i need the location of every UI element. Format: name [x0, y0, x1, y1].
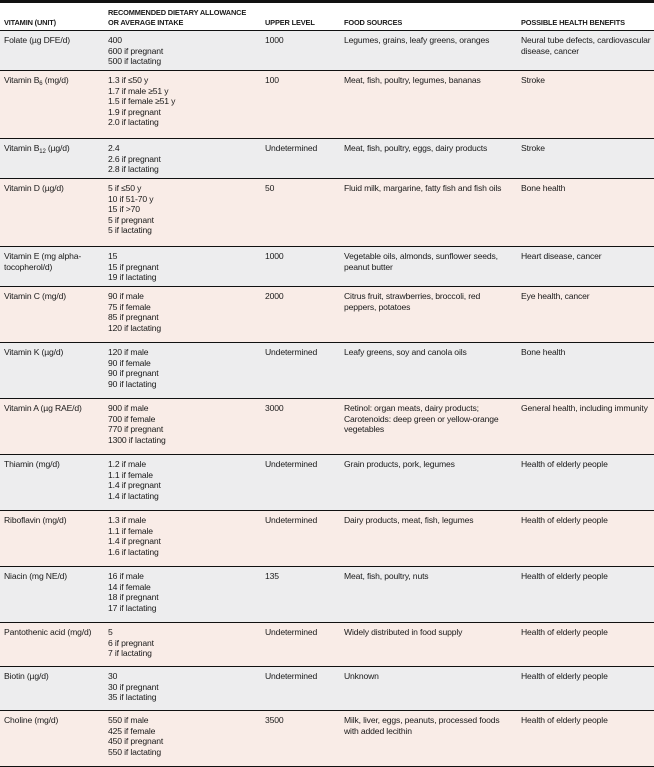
cell-upper-level: Undetermined	[261, 455, 340, 511]
rda-line: 90 if male	[108, 291, 144, 301]
header-vitamin: VITAMIN (UNIT)	[0, 3, 104, 31]
cell-food-sources: Legumes, grains, leafy greens, oranges	[340, 31, 517, 71]
rda-line: 400	[108, 35, 122, 45]
vitamin-name: Pantothenic acid (mg/d)	[4, 627, 92, 637]
rda-line: 30	[108, 671, 118, 681]
rda-line: 1.4 if pregnant	[108, 536, 161, 546]
cell-food-sources: Dairy products, meat, fish, legumes	[340, 511, 517, 567]
header-rda: RECOMMENDED DIETARY ALLOWANCE OR AVERAGE INTAKE	[104, 3, 261, 31]
rda-line: 1.4 if pregnant	[108, 480, 161, 490]
cell-rda	[104, 511, 261, 567]
vitamin-subscript: 12	[39, 149, 46, 155]
rda-line: 425 if female	[108, 725, 156, 736]
cell-rda	[104, 623, 261, 667]
rda-line: 85 if pregnant	[108, 312, 159, 322]
cell-health-benefits: Neural tube defects, cardiovascular disease, cancer	[517, 31, 654, 71]
cell-vitamin	[0, 179, 104, 247]
rda-line: 500 if lactating	[108, 56, 162, 66]
rda-line: 450 if pregnant	[108, 736, 164, 746]
rda-line: 75 if female	[108, 301, 151, 312]
cell-health-benefits: Eye health, cancer	[517, 287, 654, 343]
cell-food-sources: Leafy greens, soy and canola oils	[340, 343, 517, 399]
table-body	[0, 31, 654, 767]
rda-line: 1.4 if lactating	[108, 490, 159, 501]
vitamin-name: Vitamin B	[4, 143, 40, 153]
rda-line: 17 if lactating	[108, 602, 157, 613]
rda-line: 5	[108, 627, 113, 637]
rda-line: 1.5 if female ≥51 y	[108, 96, 176, 106]
cell-rda	[104, 179, 261, 247]
rda-line: 5 if lactating	[108, 225, 152, 235]
vitamin-name: Vitamin K (µg/d)	[4, 347, 64, 357]
cell-health-benefits: Health of elderly people	[517, 711, 654, 767]
vitamin-name: Riboflavin (mg/d)	[4, 515, 67, 525]
cell-rda	[104, 247, 261, 287]
vitamin-unit: (mg/d)	[42, 75, 69, 85]
rda-line: 120 if male	[108, 347, 149, 357]
cell-upper-level: Undetermined	[261, 343, 340, 399]
cell-health-benefits: Stroke	[517, 71, 654, 139]
table-row	[0, 455, 654, 511]
cell-upper-level: Undetermined	[261, 623, 340, 667]
vitamin-name: Vitamin B	[4, 75, 40, 85]
vitamin-name: Vitamin E (mg alpha-tocopherol/d)	[4, 251, 82, 272]
rda-line: 10 if 51-70 y	[108, 193, 154, 204]
rda-line: 2.0 if lactating	[108, 117, 159, 127]
rda-line: 900 if male	[108, 403, 149, 413]
cell-health-benefits: Health of elderly people	[517, 511, 654, 567]
header-food-sources: FOOD SOURCES	[340, 3, 517, 31]
rda-line: 1.6 if lactating	[108, 546, 159, 557]
cell-rda	[104, 71, 261, 139]
vitamin-table	[0, 3, 654, 767]
rda-line: 2.8 if lactating	[108, 164, 159, 174]
rda-line: 120 if lactating	[108, 322, 162, 333]
cell-upper-level: 2000	[261, 287, 340, 343]
table-row	[0, 511, 654, 567]
rda-line: 770 if pregnant	[108, 424, 164, 434]
cell-vitamin	[0, 399, 104, 455]
cell-food-sources: Fluid milk, margarine, fatty fish and fish oils	[340, 179, 517, 247]
table-row	[0, 139, 654, 179]
header-upper-level: UPPER LEVEL	[261, 3, 340, 31]
table-row	[0, 711, 654, 767]
cell-health-benefits: General health, including immunity	[517, 399, 654, 455]
cell-food-sources: Milk, liver, eggs, peanuts, processed foods with added lecithin	[340, 711, 517, 767]
rda-line: 19 if lactating	[108, 272, 157, 282]
table-row	[0, 71, 654, 139]
cell-rda	[104, 567, 261, 623]
cell-food-sources: Widely distributed in food supply	[340, 623, 517, 667]
table-row	[0, 667, 654, 711]
rda-line: 600 if pregnant	[108, 45, 164, 56]
rda-line: 90 if pregnant	[108, 368, 159, 378]
cell-vitamin	[0, 667, 104, 711]
vitamin-name: Vitamin A (µg RAE/d)	[4, 403, 82, 413]
cell-vitamin	[0, 623, 104, 667]
rda-line: 1.3 if male	[108, 515, 146, 525]
cell-upper-level: 3500	[261, 711, 340, 767]
vitamin-name: Vitamin C (mg/d)	[4, 291, 66, 301]
cell-rda	[104, 31, 261, 71]
rda-line: 7 if lactating	[108, 648, 152, 658]
cell-upper-level: 50	[261, 179, 340, 247]
cell-vitamin	[0, 511, 104, 567]
table-row	[0, 287, 654, 343]
cell-upper-level: 3000	[261, 399, 340, 455]
table-row	[0, 567, 654, 623]
rda-line: 1.1 if female	[108, 525, 153, 536]
cell-food-sources: Meat, fish, poultry, eggs, dairy products	[340, 139, 517, 179]
rda-line: 2.6 if pregnant	[108, 153, 161, 164]
cell-health-benefits: Health of elderly people	[517, 455, 654, 511]
table-row	[0, 31, 654, 71]
cell-vitamin	[0, 31, 104, 71]
cell-food-sources: Grain products, pork, legumes	[340, 455, 517, 511]
cell-rda	[104, 287, 261, 343]
cell-health-benefits: Heart disease, cancer	[517, 247, 654, 287]
cell-vitamin	[0, 139, 104, 179]
cell-vitamin	[0, 71, 104, 139]
rda-line: 90 if female	[108, 357, 151, 368]
vitamin-name: Niacin (mg NE/d)	[4, 571, 68, 581]
cell-vitamin	[0, 287, 104, 343]
table-row	[0, 179, 654, 247]
rda-line: 1.9 if pregnant	[108, 106, 161, 117]
rda-line: 90 if lactating	[108, 378, 157, 389]
rda-line: 6 if pregnant	[108, 637, 154, 648]
cell-food-sources: Unknown	[340, 667, 517, 711]
rda-line: 15	[108, 251, 118, 261]
cell-health-benefits: Bone health	[517, 179, 654, 247]
rda-line: 1.1 if female	[108, 469, 153, 480]
cell-health-benefits: Bone health	[517, 343, 654, 399]
cell-upper-level: 1000	[261, 31, 340, 71]
rda-line: 5 if ≤50 y	[108, 183, 142, 193]
cell-vitamin	[0, 455, 104, 511]
cell-vitamin	[0, 247, 104, 287]
cell-food-sources: Vegetable oils, almonds, sunflower seeds, peanut butter	[340, 247, 517, 287]
cell-food-sources: Meat, fish, poultry, nuts	[340, 567, 517, 623]
cell-rda	[104, 711, 261, 767]
cell-upper-level: Undetermined	[261, 511, 340, 567]
vitamin-unit: (µg/d)	[45, 143, 70, 153]
cell-food-sources: Meat, fish, poultry, legumes, bananas	[340, 71, 517, 139]
table-row	[0, 343, 654, 399]
vitamin-name: Folate (µg DFE/d)	[4, 35, 70, 45]
vitamin-name: Choline (mg/d)	[4, 715, 59, 725]
cell-food-sources: Retinol: organ meats, dairy products; Carotenoids: deep green or yellow-orange vegetables	[340, 399, 517, 455]
rda-line: 1.7 if male ≥51 y	[108, 85, 169, 96]
cell-health-benefits: Health of elderly people	[517, 667, 654, 711]
cell-upper-level: 100	[261, 71, 340, 139]
rda-line: 5 if pregnant	[108, 214, 154, 225]
cell-upper-level: Undetermined	[261, 667, 340, 711]
table-header-row	[0, 3, 654, 31]
vitamin-name: Thiamin (mg/d)	[4, 459, 60, 469]
cell-vitamin	[0, 343, 104, 399]
vitamin-name: Biotin (µg/d)	[4, 671, 49, 681]
cell-health-benefits: Health of elderly people	[517, 567, 654, 623]
rda-line: 35 if lactating	[108, 692, 157, 702]
cell-rda	[104, 139, 261, 179]
cell-rda	[104, 667, 261, 711]
cell-rda	[104, 343, 261, 399]
cell-vitamin	[0, 711, 104, 767]
rda-line: 30 if pregnant	[108, 681, 159, 692]
rda-line: 16 if male	[108, 571, 144, 581]
cell-upper-level: 135	[261, 567, 340, 623]
cell-health-benefits: Health of elderly people	[517, 623, 654, 667]
table-row	[0, 247, 654, 287]
vitamin-name: Vitamin D (µg/d)	[4, 183, 64, 193]
rda-line: 550 if male	[108, 715, 149, 725]
rda-line: 18 if pregnant	[108, 592, 159, 602]
cell-upper-level: 1000	[261, 247, 340, 287]
rda-line: 2.4	[108, 143, 120, 153]
rda-line: 15 if >70	[108, 204, 140, 214]
table-row	[0, 399, 654, 455]
rda-line: 1.3 if ≤50 y	[108, 75, 149, 85]
rda-line: 1300 if lactating	[108, 434, 166, 445]
rda-line: 700 if female	[108, 413, 156, 424]
rda-line: 550 if lactating	[108, 746, 162, 757]
cell-vitamin	[0, 567, 104, 623]
cell-health-benefits: Stroke	[517, 139, 654, 179]
cell-rda	[104, 399, 261, 455]
header-health-benefits: POSSIBLE HEALTH BENEFITS	[517, 3, 654, 31]
rda-line: 15 if pregnant	[108, 261, 159, 272]
table-row	[0, 623, 654, 667]
cell-upper-level: Undetermined	[261, 139, 340, 179]
cell-food-sources: Citrus fruit, strawberries, broccoli, red peppers, potatoes	[340, 287, 517, 343]
cell-rda	[104, 455, 261, 511]
rda-line: 14 if female	[108, 581, 151, 592]
rda-line: 1.2 if male	[108, 459, 146, 469]
vitamin-subscript: 6	[39, 81, 43, 87]
